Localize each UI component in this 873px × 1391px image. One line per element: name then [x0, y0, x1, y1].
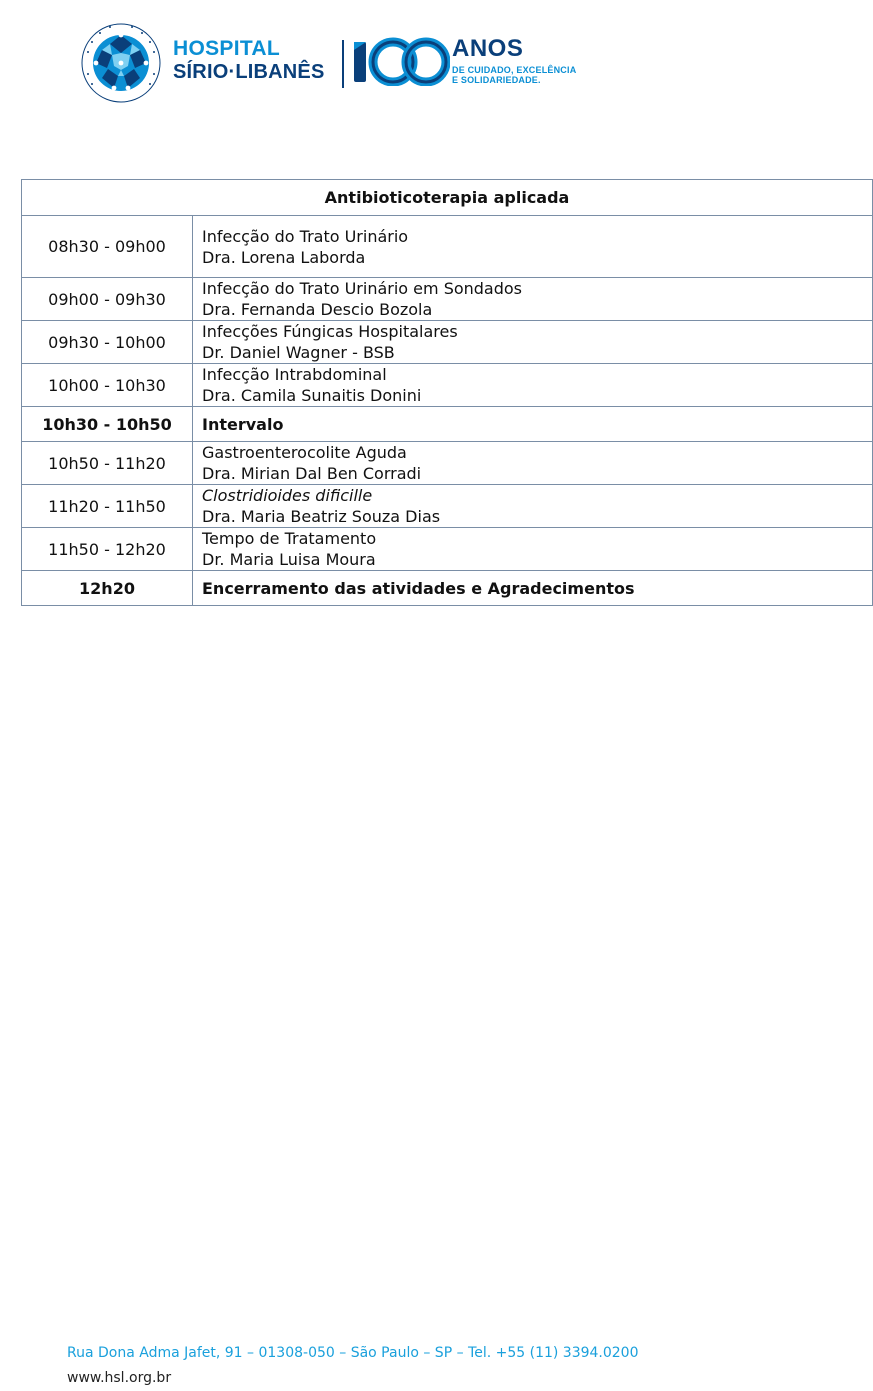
schedule-session	[193, 364, 873, 407]
schedule-session	[193, 321, 873, 364]
footer-address: Rua Dona Adma Jafet, 91 – 01308-050 – São Paulo – SP – Tel. +55 (11) 3394.0200	[67, 1345, 639, 1361]
schedule-title: Antibioticoterapia aplicada	[22, 180, 873, 216]
schedule-row	[22, 528, 873, 571]
hospital-logo	[80, 22, 610, 112]
session-topic: Tempo de Tratamento	[202, 529, 377, 548]
session-speaker: Dr. Daniel Wagner - BSB	[202, 343, 395, 362]
schedule-time: 09h00 - 09h30	[22, 278, 193, 321]
schedule-session	[193, 528, 873, 571]
logo-tagline-line2: E SOLIDARIEDADE.	[452, 75, 541, 85]
schedule-row	[22, 442, 873, 485]
schedule-session	[193, 407, 873, 442]
schedule-time: 11h50 - 12h20	[22, 528, 193, 571]
schedule-time: 10h50 - 11h20	[22, 442, 193, 485]
schedule-row	[22, 407, 873, 442]
emblem-icon	[80, 22, 162, 104]
schedule-time: 11h20 - 11h50	[22, 485, 193, 528]
schedule-session	[193, 485, 873, 528]
session-speaker: Dra. Fernanda Descio Bozola	[202, 300, 433, 319]
session-topic: Intervalo	[202, 414, 284, 434]
schedule-time: 12h20	[22, 571, 193, 606]
session-topic: Infecções Fúngicas Hospitalares	[202, 322, 458, 341]
logo-name-line1: HOSPITAL	[173, 37, 281, 60]
schedule-session	[193, 278, 873, 321]
schedule-row	[22, 485, 873, 528]
logo-100-mark	[350, 36, 450, 86]
session-topic: Infecção Intrabdominal	[202, 365, 387, 384]
schedule-time: 08h30 - 09h00	[22, 216, 193, 278]
logo-tagline-line1: DE CUIDADO, EXCELÊNCIA	[452, 65, 577, 75]
schedule-time: 10h30 - 10h50	[22, 407, 193, 442]
schedule-session	[193, 442, 873, 485]
session-topic: Gastroenterocolite Aguda	[202, 443, 407, 462]
schedule-time: 09h30 - 10h00	[22, 321, 193, 364]
schedule-row	[22, 278, 873, 321]
session-topic: Encerramento das atividades e Agradecimentos	[202, 578, 635, 598]
schedule-row	[22, 571, 873, 606]
logo-divider	[342, 40, 344, 88]
session-speaker: Dr. Maria Luisa Moura	[202, 550, 376, 569]
footer-website[interactable]: www.hsl.org.br	[67, 1370, 172, 1386]
session-speaker: Dra. Mirian Dal Ben Corradi	[202, 464, 422, 483]
schedule-row	[22, 321, 873, 364]
schedule-row	[22, 364, 873, 407]
session-speaker: Dra. Maria Beatriz Souza Dias	[202, 507, 441, 526]
schedule-row	[22, 216, 873, 278]
schedule-time: 10h00 - 10h30	[22, 364, 193, 407]
session-topic: Infecção do Trato Urinário	[202, 226, 409, 246]
schedule-table	[21, 179, 873, 606]
schedule-title-row	[22, 180, 873, 216]
session-speaker: Dra. Camila Sunaitis Donini	[202, 386, 422, 405]
session-topic: Clostridioides dificille	[202, 486, 373, 505]
schedule-session	[193, 571, 873, 606]
session-speaker: Dra. Lorena Laborda	[202, 247, 366, 267]
logo-name-line2: SÍRIO·LIBANÊS	[173, 61, 325, 83]
logo-anos: ANOS	[452, 35, 524, 62]
session-topic: Infecção do Trato Urinário em Sondados	[202, 279, 523, 298]
schedule-session	[193, 216, 873, 278]
